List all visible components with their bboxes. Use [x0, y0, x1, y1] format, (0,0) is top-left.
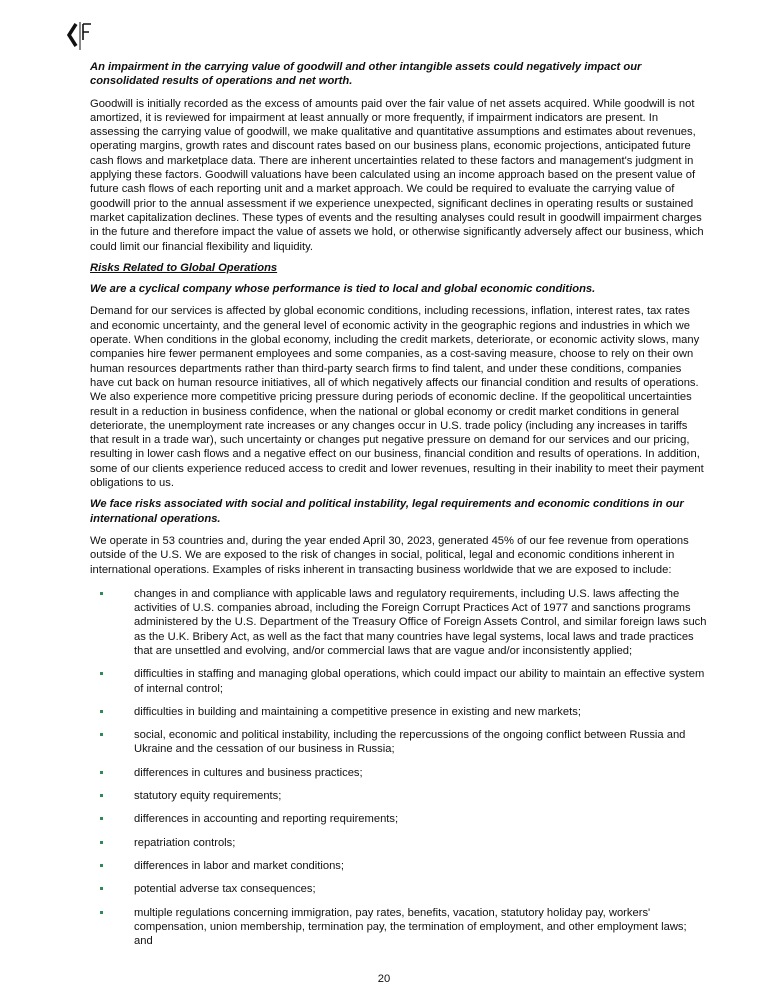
- impairment-paragraph: Goodwill is initially recorded as the excess of amounts paid over the fair value of net assets acquired. While goodwill is not amortized, it is reviewed for impairment at least annually or more frequently, if impairment indicators are present. In assessing the carrying value of goodwill, we make qualitative and quantitative assumptions and estimates about revenues, operating margins, growth rates and discount rates based on our business plans, economic projections, anticipated future cash flows and marketplace data. There are inherent uncertainties related to these factors and management's judgment in applying these factors. Goodwill valuations have been calculated using an income approach based on the present value of future cash flows of each reporting unit and a market approach. We could be required to evaluate the carrying value of goodwill prior to the annual assessment if we experience unexpected, significant declines in operating results or sustained market capitalization declines. These types of events and the resulting analyses could result in goodwill impairment charges in the future and therefore impact the value of assets we hold, or otherwise significantly adversely affect our business, which could limit our financial flexibility and liquidity.: [90, 97, 704, 253]
- list-item-text: difficulties in staffing and managing global operations, which could impact our ability to maintain an effective system of internal control;: [134, 668, 705, 695]
- list-item: [90, 667, 708, 696]
- bullet-icon: [100, 771, 103, 774]
- list-item: [90, 766, 708, 780]
- bullet-icon: [100, 733, 103, 736]
- list-item: [90, 705, 708, 719]
- list-item-text: changes in and compliance with applicable laws and regulatory requirements, including U.S. laws affecting the activities of U.S. companies abroad, including the Foreign Corrupt Practices Act of 1977 and sanctions programs administered by the U.S. Department of the Treasury Office of Foreign Assets Control, and similar foreign laws such as the U.K. Bribery Act, as well as the fact that many countries have legal systems, local laws and trade practices that are unsettled and evolving, and/or commercial laws that are vague and/or inconsistently applied;: [134, 587, 707, 657]
- list-item: [90, 789, 708, 803]
- list-item-text: social, economic and political instability, including the repercussions of the ongoing conflict between Russia and Ukraine and the cessation of our business in Russia;: [134, 729, 686, 756]
- list-item: [90, 836, 708, 850]
- bullet-icon: [100, 592, 103, 595]
- bullet-icon: [100, 887, 103, 890]
- bullet-icon: [100, 841, 103, 844]
- list-item-text: differences in accounting and reporting requirements;: [134, 813, 399, 826]
- page-number: 20: [377, 973, 391, 985]
- international-paragraph: We operate in 53 countries and, during the year ended April 30, 2023, generated 45% of our fee revenue from operations outside of the U.S. We are exposed to the risk of changes in social, political, legal and economic conditions inherent in international operations. Examples of risks inherent in transacting business worldwide that we are exposed to include:: [90, 534, 689, 576]
- list-item: [90, 859, 708, 873]
- impairment-heading: An impairment in the carrying value of goodwill and other intangible assets could negatively impact our consolidated results of operations and net worth.: [90, 61, 642, 88]
- bullet-icon: [100, 710, 103, 713]
- list-item-text: differences in labor and market conditions;: [134, 859, 344, 872]
- bullet-icon: [100, 672, 103, 675]
- list-item: [90, 882, 708, 896]
- list-item-text: repatriation controls;: [134, 836, 236, 849]
- list-item-text: potential adverse tax consequences;: [134, 883, 316, 896]
- section-title-global-operations: Risks Related to Global Operations: [90, 261, 278, 274]
- international-heading: We face risks associated with social and political instability, legal requirements and economic conditions in our international operations.: [90, 498, 684, 525]
- list-item: [90, 587, 708, 658]
- list-item-text: statutory equity requirements;: [134, 790, 282, 803]
- cyclical-paragraph: Demand for our services is affected by global economic conditions, including recessions, inflation, interest rates, tax rates and economic uncertainty, and the general level of economic activity in the geographic regions and industries in which we operate. When conditions in the global economy, including the credit markets, deteriorate, or economic activity slows, many companies hire fewer permanent employees and some companies, as a cost-saving measure, choose to rely on their own human resources departments rather than third-party search firms to find talent, and under these conditions, companies have cut back on human resource initiatives, all of which negatively affects our financial condition and results of operations. We also experience more competitive pricing pressure during periods of economic decline. If the geopolitical uncertainties result in a reduction in business confidence, when the national or global economy or credit market conditions in general deteriorate, the unemployment rate increases or any changes occur in U.S. trade policy (including any increases in tariffs that result in a trade war), such uncertainty or changes put negative pressure on demand for our services and our pricing, resulting in lower cash flows and a negative effect on our business, financial condition and results of operations. In addition, some of our clients experience reduced access to credit and lower revenues, resulting in their inability to meet their payment obligations to us.: [90, 305, 704, 490]
- list-item: [90, 906, 708, 949]
- cyclical-heading: We are a cyclical company whose performance is tied to local and global economic conditions.: [90, 283, 596, 296]
- list-item-text: differences in cultures and business practices;: [134, 766, 363, 779]
- document-body: [90, 60, 708, 957]
- list-item: [90, 728, 708, 757]
- company-logo: [66, 20, 100, 50]
- list-item-text: multiple regulations concerning immigration, pay rates, benefits, vacation, statutory holiday pay, workers' compensation, union membership, termination pay, the termination of employment, and other employment laws; and: [134, 906, 687, 948]
- list-item: [90, 812, 708, 826]
- bullet-icon: [100, 864, 103, 867]
- risk-list: [90, 587, 708, 949]
- list-item-text: difficulties in building and maintaining a competitive presence in existing and new markets;: [134, 705, 581, 718]
- bullet-icon: [100, 911, 103, 914]
- bullet-icon: [100, 794, 103, 797]
- bullet-icon: [100, 817, 103, 820]
